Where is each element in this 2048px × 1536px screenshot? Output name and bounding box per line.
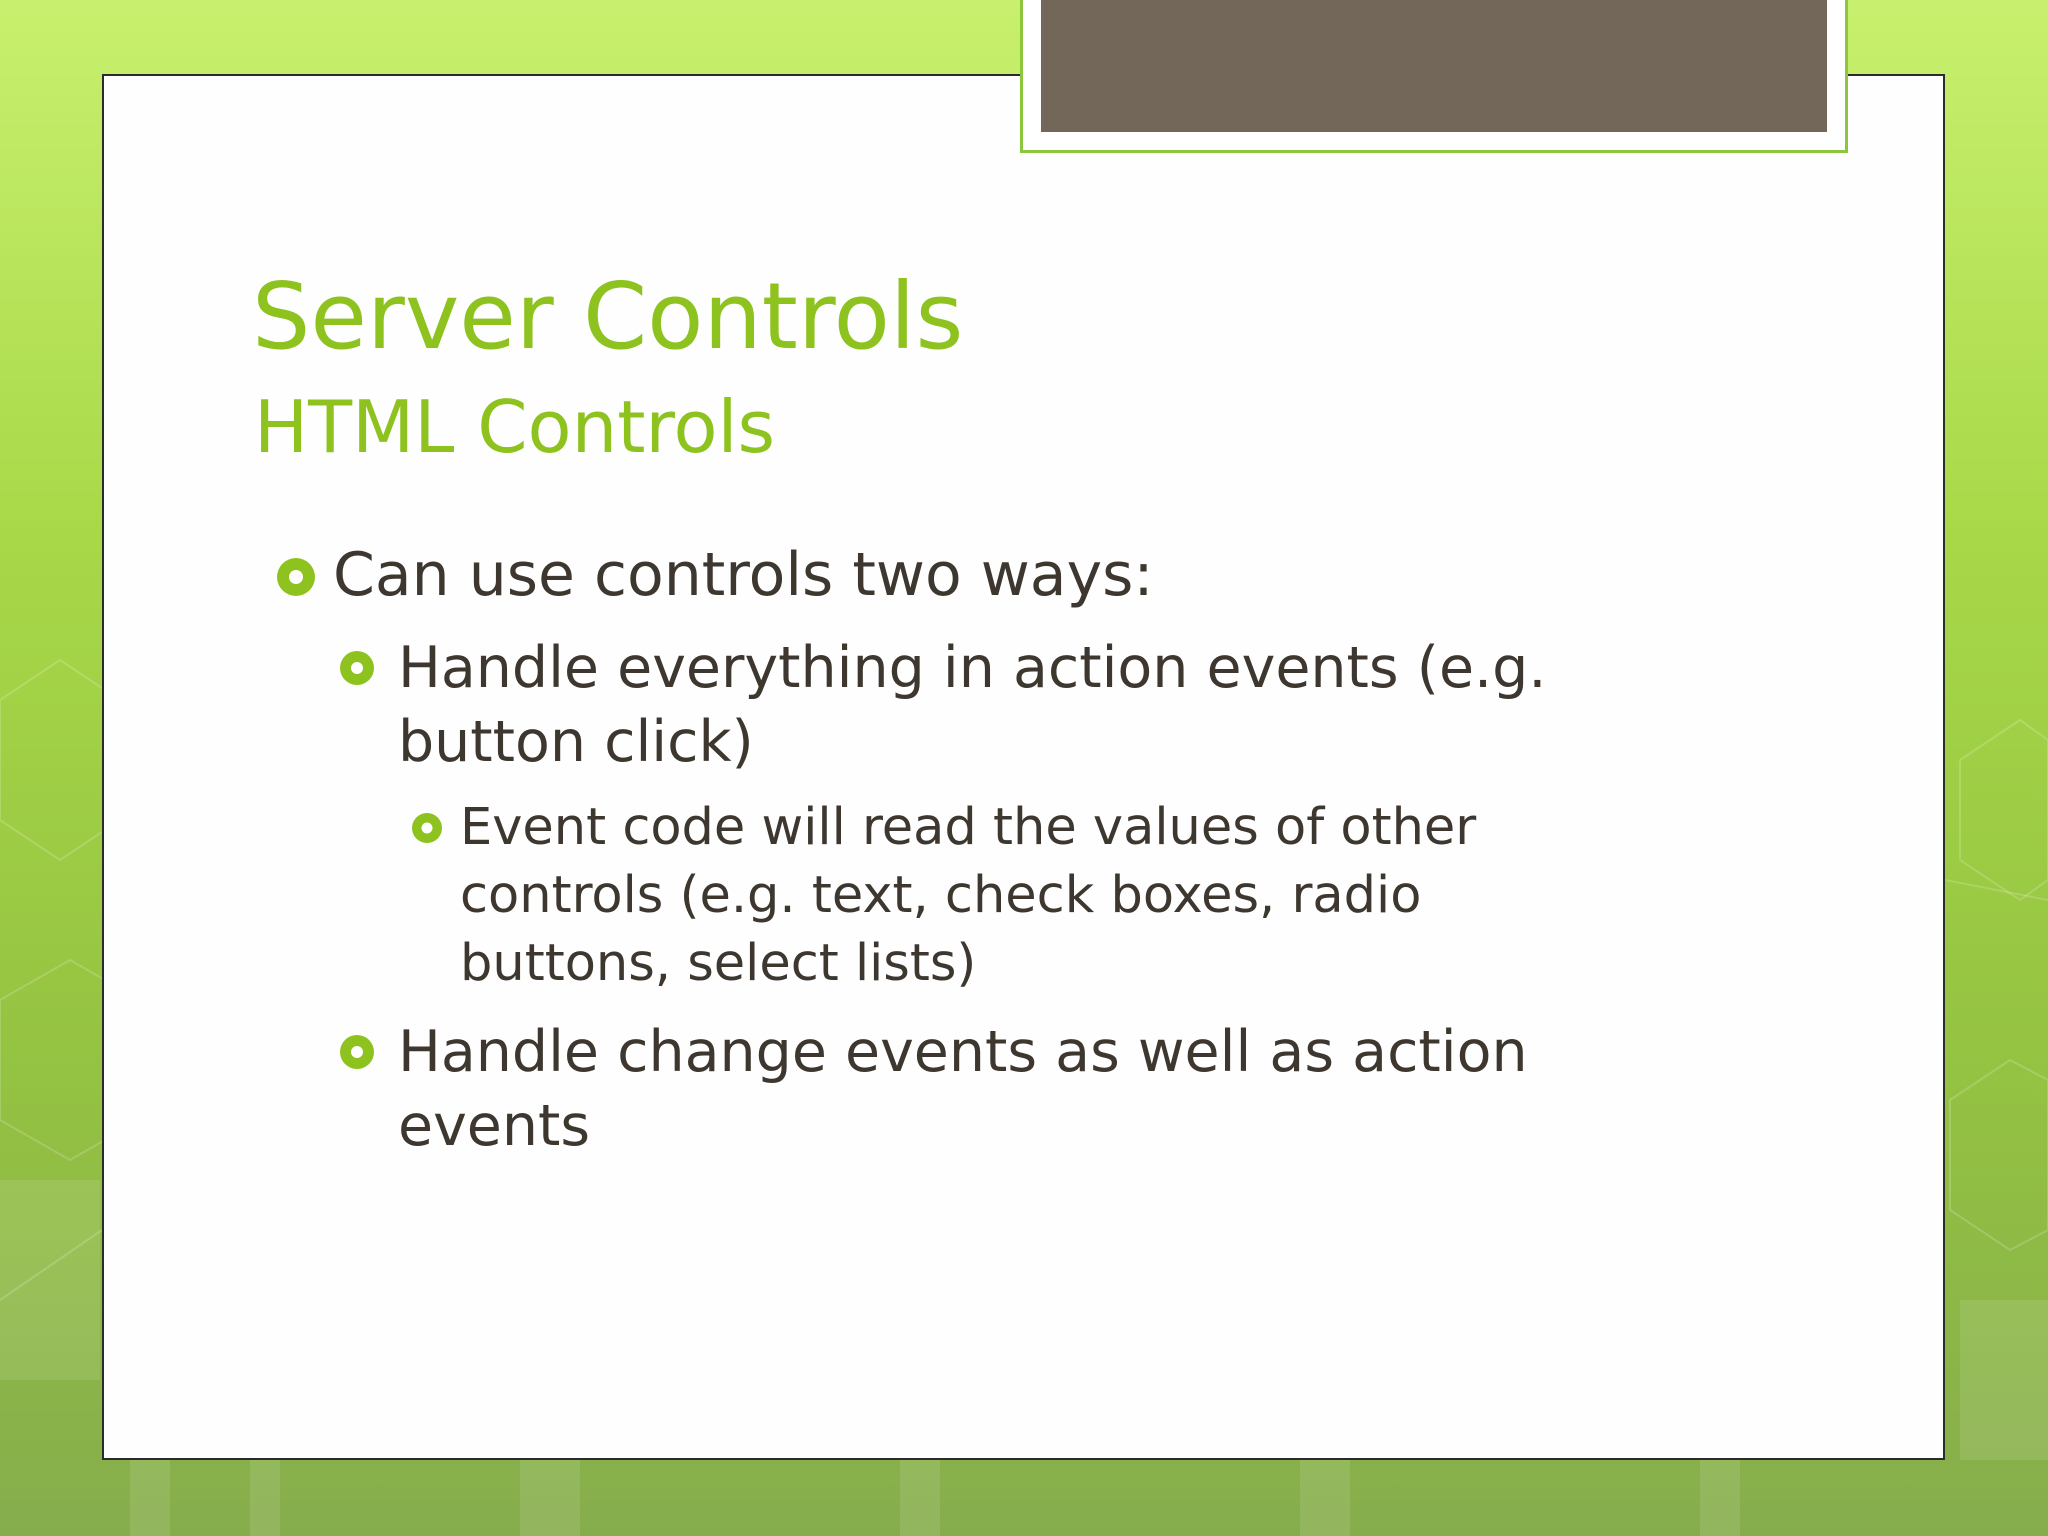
slide-title: Server Controls xyxy=(252,263,964,370)
slide-subtitle: HTML Controls xyxy=(254,385,776,469)
bullet-text: Event code will read the values of other controls (e.g. text, check boxes, radio buttons, select lists) xyxy=(460,798,1477,993)
bullet-text: Handle change events as well as action events xyxy=(398,1019,1528,1159)
ring-bullet-icon xyxy=(277,558,315,596)
bullet-item-level3 xyxy=(460,794,1610,998)
ring-bullet-icon xyxy=(412,813,442,843)
bullet-item-level1 xyxy=(333,537,1733,613)
bullet-text: Can use controls two ways: xyxy=(333,540,1154,610)
ring-bullet-icon xyxy=(340,1035,374,1069)
bullet-item-level2 xyxy=(398,1015,1658,1163)
header-tab-frame xyxy=(1020,0,1848,153)
bullet-item-level2 xyxy=(398,631,1658,779)
bullet-text: Handle everything in action events (e.g. button click) xyxy=(398,635,1547,775)
ring-bullet-icon xyxy=(340,651,374,685)
header-tab-block xyxy=(1041,0,1827,132)
